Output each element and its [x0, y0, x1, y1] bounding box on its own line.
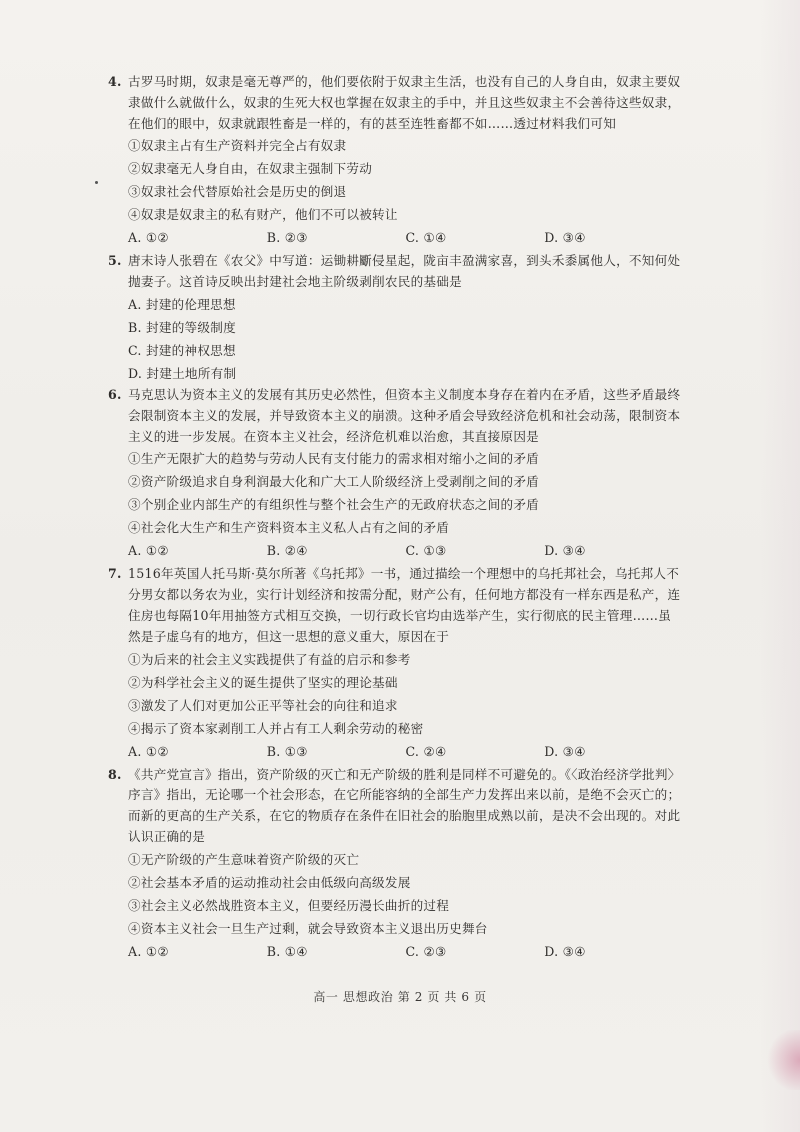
statement-4: ④社会化大生产和生产资料资本主义私人占有之间的矛盾	[128, 520, 450, 536]
choice-c[interactable]: C. 封建的神权思想	[128, 342, 236, 358]
choice-a[interactable]: A. ①②	[128, 543, 169, 559]
question-5	[108, 251, 683, 385]
question-8	[108, 765, 683, 963]
question-number: 6.	[108, 386, 122, 402]
choice-a[interactable]: A. ①②	[128, 943, 169, 959]
statement-4: ④奴隶是奴隶主的私有财产，他们不可以被转让	[128, 207, 398, 223]
question-number: 7.	[108, 566, 122, 582]
question-text: 《共产党宣言》指出，资产阶级的灭亡和无产阶级的胜利是同样不可避免的。《〈政治经济学批判〉序言》指出，无论哪一个社会形态，在它所能容纳的全部生产力发挥出来以前，是绝不会灭亡的；而新的更高的生产关系，在它的物质存在条件在旧社会的胎胞里成熟以前，是决不会出现的。对此认识正确的是	[128, 766, 681, 844]
answer-choices	[108, 293, 683, 385]
question-list	[108, 72, 683, 965]
question-text: 古罗马时期，奴隶是毫无尊严的，他们要依附于奴隶主生活，也没有自己的人身自由，奴隶主要奴隶做什么就做什么，奴隶的生死大权也掌握在奴隶主的手中，并且这些奴隶主不会善待这些奴隶，在他们的眼中，奴隶就跟牲畜是一样的，有的甚至连牲畜都不如……透过材料我们可知	[128, 74, 681, 131]
statement-1: ①奴隶主占有生产资料并完全占有奴隶	[128, 138, 347, 154]
statement-3: ③社会主义必然战胜资本主义，但要经历漫长曲折的过程	[128, 897, 450, 913]
statement-3: ③个别企业内部生产的有组织性与整个社会生产的无政府状态之间的矛盾	[128, 497, 539, 513]
choice-d[interactable]: D. 封建土地所有制	[128, 365, 237, 381]
question-number: 4.	[108, 74, 122, 89]
choice-c[interactable]: C. ②④	[405, 743, 447, 759]
statement-3: ③奴隶社会代替原始社会是历史的倒退	[128, 184, 347, 200]
answer-choices	[108, 740, 683, 763]
choice-d[interactable]: D. ③④	[544, 943, 586, 959]
choice-a[interactable]: A. ①②	[128, 743, 169, 759]
page-footer: 高一 思想政治 第 2 页 共 6 页	[313, 990, 487, 1004]
choice-c[interactable]: C. ②③	[405, 943, 447, 959]
statement-2: ②资产阶级追求自身利润最大化和广大工人阶级经济上受剥削之间的矛盾	[128, 474, 539, 490]
choice-a[interactable]: A. 封建的伦理思想	[128, 296, 236, 312]
choice-d[interactable]: D. ③④	[544, 543, 586, 559]
choice-b[interactable]: B. 封建的等级制度	[128, 319, 236, 335]
choice-b[interactable]: B. ②③	[266, 230, 308, 246]
statement-1: ①为后来的社会主义实践提供了有益的启示和参考	[128, 651, 411, 667]
choice-d[interactable]: D. ③④	[544, 230, 586, 246]
question-number: 5.	[108, 253, 122, 269]
question-stem	[108, 765, 683, 848]
question-stem	[108, 251, 683, 293]
question-text: 马克思认为资本主义的发展有其历史必然性，但资本主义制度本身存在着内在矛盾，这些矛盾最终会限制资本主义的发展，并导致资本主义的崩溃。这种矛盾会导致经济危机和社会动荡，限制资本主义的进一步发展。在资本主义社会，经济危机难以治愈，其直接原因是	[128, 386, 681, 444]
choice-c[interactable]: C. ①③	[405, 543, 447, 559]
statement-4: ④揭示了资本家剥削工人并占有工人剩余劳动的秘密	[128, 720, 424, 736]
choice-b[interactable]: B. ①③	[266, 743, 308, 759]
question-stem	[108, 72, 683, 134]
question-7	[108, 564, 683, 762]
statement-2: ②社会基本矛盾的运动推动社会由低级向高级发展	[128, 874, 411, 890]
question-stem	[108, 564, 683, 647]
statement-1: ①生产无限扩大的趋势与劳动人民有支付能力的需求相对缩小之间的矛盾	[128, 451, 539, 467]
choice-a[interactable]: A. ①②	[128, 230, 169, 246]
choice-b[interactable]: B. ②④	[266, 543, 308, 559]
question-4	[108, 72, 683, 249]
page-edge-shadow	[760, 0, 800, 1132]
choice-c[interactable]: C. ①④	[405, 230, 447, 246]
answer-choices	[108, 226, 683, 249]
choice-d[interactable]: D. ③④	[544, 743, 586, 759]
question-6	[108, 385, 683, 562]
choice-b[interactable]: B. ①④	[266, 943, 308, 959]
answer-choices	[108, 539, 683, 562]
question-stem	[108, 385, 683, 447]
statement-2: ②为科学社会主义的诞生提供了坚实的理论基础	[128, 674, 398, 690]
statement-1: ①无产阶级的产生意味着资产阶级的灭亡	[128, 851, 360, 867]
question-number: 8.	[108, 766, 122, 782]
answer-choices	[108, 940, 683, 963]
statement-4: ④资本主义社会一旦生产过剩，就会导致资本主义退出历史舞台	[128, 920, 488, 936]
question-text: 唐末诗人张碧在《农父》中写道：运锄耕斸侵星起，陇亩丰盈满家喜，到头禾黍属他人，不知何处抛妻子。这首诗反映出封建社会地主阶级剥削农民的基础是	[128, 253, 681, 290]
margin-mark	[95, 181, 98, 184]
page-stain	[764, 1030, 800, 1090]
statement-3: ③激发了人们对更加公正平等社会的向往和追求	[128, 697, 398, 713]
statement-2: ②奴隶毫无人身自由，在奴隶主强制下劳动	[128, 161, 373, 177]
question-text: 1516年英国人托马斯·莫尔所著《乌托邦》一书，通过描绘一个理想中的乌托邦社会，乌托邦人不分男女都以务农为业，实行计划经济和按需分配，财产公有，任何地方都没有一样东西是私产，连住房也每隔10年用抽签方式相互交换，一切行政长官均由选举产生，实行彻底的民主管理……虽然是子虚乌有的地方，但这一思想的意义重大，原因在于	[128, 566, 681, 644]
